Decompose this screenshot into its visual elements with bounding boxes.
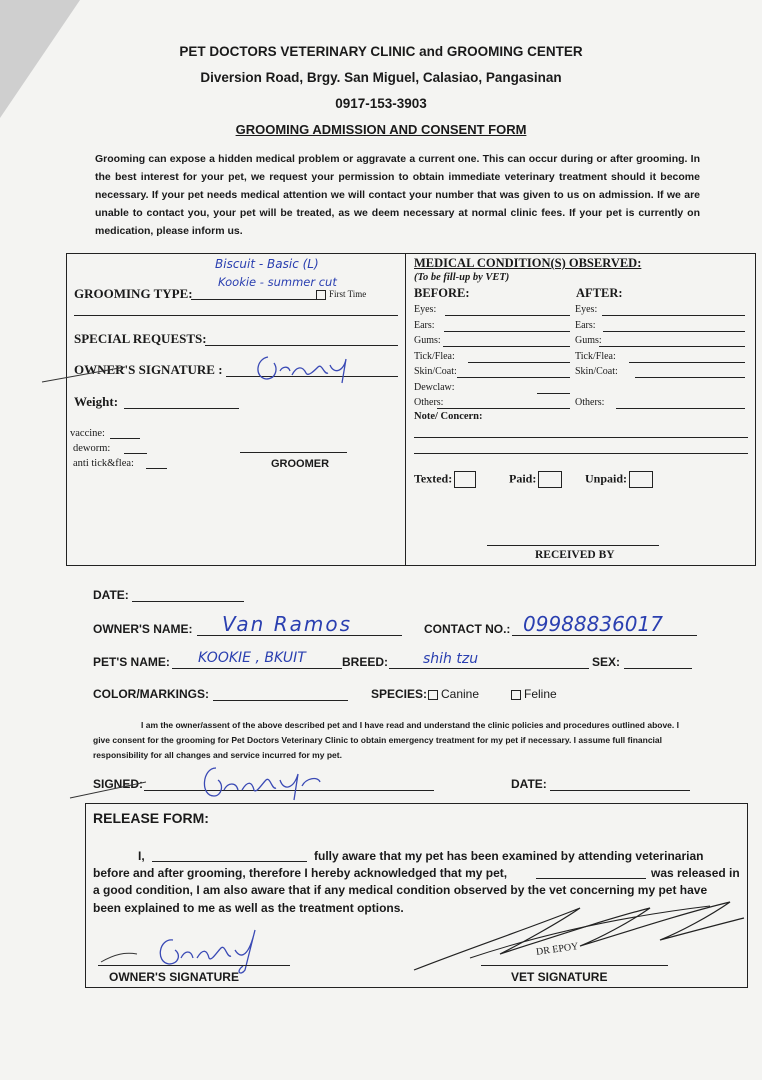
after_fields-line[interactable]	[599, 346, 745, 347]
signed-date-line[interactable]	[550, 790, 690, 791]
release-name-line[interactable]	[152, 861, 307, 862]
after_fields-line[interactable]	[616, 408, 745, 409]
vet-signature-label: VET SIGNATURE	[511, 970, 608, 984]
date-label: DATE:	[93, 588, 129, 602]
before_fields-line[interactable]	[443, 346, 570, 347]
before_fields-label: Tick/Flea:	[414, 350, 455, 362]
deworm-line[interactable]	[124, 453, 147, 454]
color-markings-label: COLOR/MARKINGS:	[93, 687, 209, 701]
note-line-1[interactable]	[414, 437, 748, 438]
received-by-label: RECEIVED BY	[535, 549, 615, 561]
pet-name-line[interactable]	[172, 668, 342, 669]
sex-label: SEX:	[592, 655, 621, 669]
panel-divider	[405, 253, 406, 565]
owner-signature-label: OWNER'S SIGNATURE :	[74, 362, 223, 377]
before_fields-line[interactable]	[444, 331, 570, 332]
feline-checkbox[interactable]	[511, 690, 521, 700]
release-form-title: RELEASE FORM:	[93, 810, 209, 826]
grooming-type-handwriting-1: Biscuit - Basic (L)	[215, 257, 319, 271]
paid-label: Paid:	[509, 471, 537, 486]
pet-name-label: PET'S NAME:	[93, 655, 170, 669]
after_fields-label: Gums:	[575, 335, 602, 346]
texted-label: Texted:	[414, 471, 453, 486]
clinic-name: PET DOCTORS VETERINARY CLINIC and GROOMING CENTER	[179, 44, 583, 59]
before_fields-line[interactable]	[445, 315, 570, 316]
feline-option[interactable]	[511, 687, 557, 701]
after_fields-line[interactable]	[603, 331, 745, 332]
intro-paragraph: Grooming can expose a hidden medical problem or aggravate a current one. This can occur during or after grooming. In the best interest for your pet, we request your permission to obtain immediate veterinary treatment should it become necessary. If your pet needs medical attention we will contact your number that was given to us on admission. If we are unable to contact you, your pet will be treated, as we deem necessary at normal clinic fees. If your pet is currently on medication, please inform us.	[95, 153, 700, 237]
weight-line[interactable]	[124, 408, 239, 409]
deworm-label: deworm:	[73, 443, 111, 454]
after_fields-line[interactable]	[602, 315, 745, 316]
before_fields-label: Dewclaw:	[414, 381, 455, 393]
note-concern-label: Note/ Concern:	[414, 411, 483, 422]
before_fields-line[interactable]	[457, 377, 570, 378]
breed-handwriting: shih tzu	[423, 651, 479, 667]
after_fields-label: Skin/Coat:	[575, 366, 618, 377]
after-label: AFTER:	[576, 286, 623, 300]
release-text-2a: before and after grooming, therefore I hereby acknowledged that my pet,	[93, 866, 508, 880]
groomer-label: GROOMER	[271, 458, 330, 470]
contact-label: CONTACT NO.:	[424, 622, 511, 636]
vaccine-label: vaccine:	[70, 428, 105, 439]
release-text-1: fully aware that my pet has been examined by attending veterinarian	[314, 849, 704, 863]
owner-release-signature-line[interactable]	[98, 965, 290, 966]
before_fields-label: Gums:	[414, 335, 441, 346]
after_fields-label: Eyes:	[575, 304, 598, 315]
canine-label: Canine	[441, 687, 480, 701]
release-text-4: been explained to me as well as the treatment options.	[93, 901, 404, 915]
medical-condition-title: MEDICAL CONDITION(S) OBSERVED:	[414, 256, 642, 270]
first-time-checkbox[interactable]	[316, 289, 366, 300]
texted-field	[414, 471, 476, 488]
feline-label: Feline	[524, 687, 557, 701]
unpaid-label: Unpaid:	[585, 471, 628, 486]
vet-signature-line[interactable]	[481, 965, 668, 966]
canine-option[interactable]	[428, 687, 479, 701]
signed-label: SIGNED:	[93, 777, 144, 791]
paid-checkbox[interactable]	[538, 471, 562, 488]
breed-label: BREED:	[342, 655, 389, 669]
before_fields-label: Skin/Coat:	[414, 366, 457, 377]
before_fields-label: Ears:	[414, 319, 435, 331]
first-time-box[interactable]	[316, 290, 326, 300]
grooming-type-line[interactable]	[191, 299, 316, 300]
release-text-2b: was released in	[651, 866, 740, 880]
before_fields-line[interactable]	[437, 408, 570, 409]
after_fields-label: Ears:	[575, 319, 596, 331]
consent-paragraph: I am the owner/assent of the above described pet and I have read and understand the clinic policies and procedures outlined above. I give consent for the grooming for Pet Doctors Veterinary Clinic to obtain emergency treatment for my pet if necessary. I assume full financial responsibility for all changes and service incurred for my pet.	[93, 720, 679, 760]
date-line[interactable]	[132, 601, 244, 602]
owner-release-signature-label: OWNER'S SIGNATURE	[109, 970, 239, 984]
signed-date-label: DATE:	[511, 777, 547, 791]
special-requests-label: SPECIAL REQUESTS:	[74, 331, 207, 346]
pet-name-handwriting: KOOKIE , BKUIT	[198, 650, 306, 666]
texted-checkbox[interactable]	[454, 471, 476, 488]
release-pet-line[interactable]	[536, 878, 646, 879]
grooming-type-label: GROOMING TYPE:	[74, 286, 193, 301]
unpaid-checkbox[interactable]	[629, 471, 653, 488]
received-by-line[interactable]	[487, 545, 659, 546]
vaccine-line[interactable]	[110, 438, 140, 439]
anti-tick-line[interactable]	[146, 468, 167, 469]
before_fields-label: Others:	[414, 397, 444, 408]
form-title: GROOMING ADMISSION AND CONSENT FORM	[235, 122, 527, 137]
grooming-type-handwriting-2: Kookie - summer cut	[218, 275, 337, 289]
before_fields-line[interactable]	[468, 362, 570, 363]
contact-handwriting: 09988836017	[523, 612, 663, 636]
before_fields-label: Eyes:	[414, 304, 437, 315]
release-text-3: a good condition, I am also aware that if any medical condition observed by the vet concerning my pet have	[93, 883, 708, 897]
breed-line[interactable]	[389, 668, 589, 669]
color-markings-line[interactable]	[213, 700, 348, 701]
before-label: BEFORE:	[414, 286, 470, 300]
release-i-label: I,	[138, 849, 145, 863]
unpaid-field	[585, 471, 653, 488]
owner-name-label: OWNER'S NAME:	[93, 622, 193, 636]
grooming-type-line-2[interactable]	[74, 315, 398, 316]
first-time-label: First Time	[329, 289, 367, 299]
anti-tick-label: anti tick&flea:	[73, 458, 134, 469]
paid-field	[509, 471, 562, 488]
clinic-address: Diversion Road, Brgy. San Miguel, Calasiao, Pangasinan	[200, 70, 562, 85]
after_fields-line[interactable]	[635, 377, 745, 378]
after_fields-label: Tick/Flea:	[575, 350, 616, 362]
canine-checkbox[interactable]	[428, 690, 438, 700]
species-label: SPECIES:	[371, 687, 428, 701]
clinic-phone: 0917-153-3903	[335, 96, 427, 111]
weight-label: Weight:	[74, 394, 119, 409]
after_fields-line[interactable]	[629, 362, 745, 363]
groomer-line[interactable]	[240, 452, 347, 453]
before_fields-line[interactable]	[537, 393, 570, 394]
medical-condition-subtitle: (To be fill-up by VET)	[414, 272, 510, 283]
after_fields-label: Others:	[575, 397, 605, 408]
owner-signature-handwriting	[30, 345, 360, 393]
note-line-2[interactable]	[414, 453, 748, 454]
sex-line[interactable]	[624, 668, 692, 669]
vet-name-handwriting: DR EPOY	[535, 941, 580, 958]
owner-name-handwriting: Van Ramos	[222, 612, 352, 636]
